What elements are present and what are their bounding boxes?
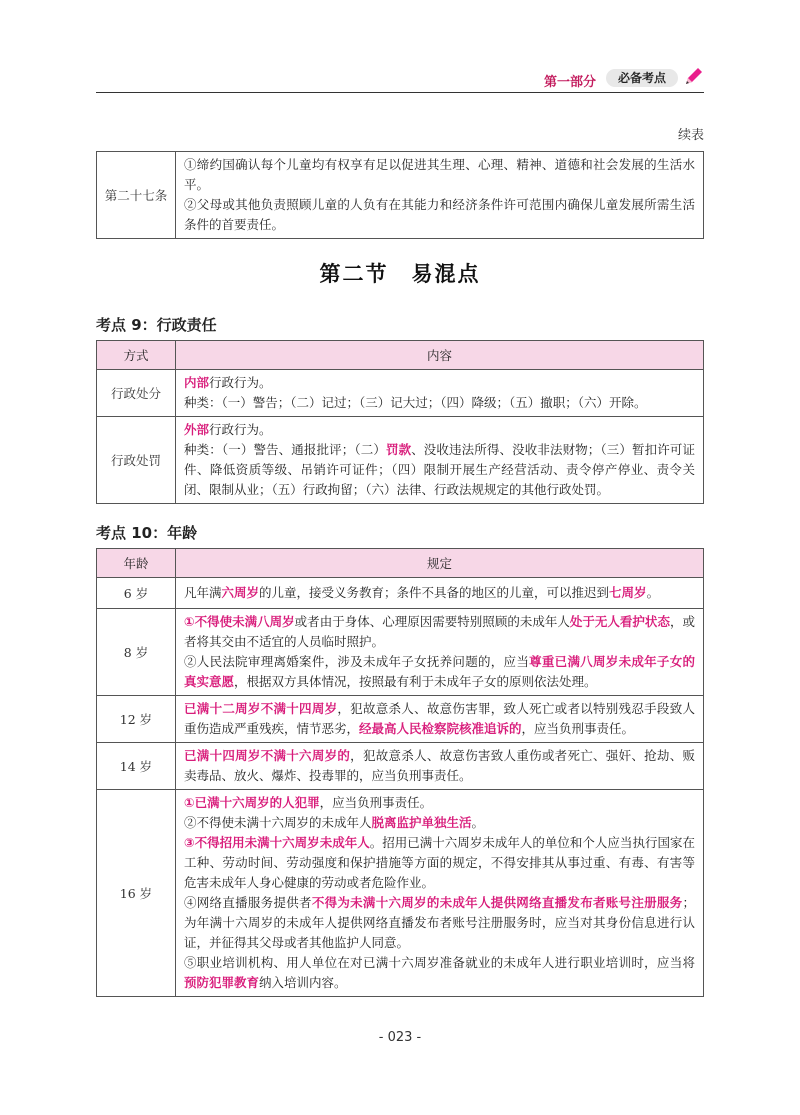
row-text: ，应当负刑事责任。 [319,795,433,810]
row-text: ②不得使未满十六周岁的未成年人 [184,815,372,830]
highlight-text: 六周岁 [221,585,260,600]
row-text: ，犯故意杀人、故意伤害罪，致人死亡或者以特别残忍手段致人重伤造成严重残疾，情节恶劣， [184,701,695,736]
kp10-title: 考点 10：年龄 [96,524,198,542]
row-content [176,743,704,790]
row-text: ②人民法院审理离婚案件，涉及未成年子女抚养问题的，应当 [184,654,530,669]
row-label: 8 岁 [97,609,176,696]
column-header: 规定 [176,549,704,578]
highlight-text: 经最高人民检察院核准追诉的 [359,721,522,736]
highlight-text: 内部 [184,375,210,390]
table-header-row [97,549,704,578]
section-title: 第二节 易混点 [319,261,481,286]
row-label: 行政处罚 [97,417,176,504]
row-text: ，或者将其交由不适宜的人员临时照护。 [184,614,695,649]
highlight-text: ③不得招用未满十六周岁未成年人 [184,835,370,850]
article-line-2: ②父母或其他负责照顾儿童的人负有在其能力和经济条件许可范围内确保儿童发展所需生活条件的首要责任。 [184,197,695,232]
row-text: 。招用已满十六周岁未成年人的单位和个人应当执行国家在工种、劳动时间、劳动强度和保护措施等方面的规定，不得安排其从事过重、有毒、有害等危害未成年人身心健康的劳动或者危险作业。 [184,835,695,890]
row-label: 行政处分 [97,370,176,417]
header-badge: 必备考点 [606,69,678,87]
row-text: ④网络直播服务提供者 [184,895,312,910]
row-text: 。 [471,815,485,830]
row-text: ⑤职业培训机构、用人单位在对已满十六周岁准备就业的未成年人进行职业培训时，应当将 [184,955,695,970]
row-text: 行政行为。 [209,375,272,390]
row-text: 。 [646,585,660,600]
row-text: 凡年满 [184,585,222,600]
row-text: 纳入培训内容。 [259,975,347,990]
highlight-text: 已满十四周岁不满十六周岁的 [184,748,351,763]
column-header: 方式 [97,341,176,370]
row-label: 16 岁 [97,790,176,997]
row-content [176,609,704,696]
row-text: 种类：（一）警告、通报批评；（二） [184,442,386,457]
highlight-text: 脱离监护单独生活 [371,815,472,830]
article-table [96,151,704,239]
table-row [97,578,704,609]
row-text: ，应当负刑事责任。 [521,721,635,736]
row-content [176,696,704,743]
row-content [176,370,704,417]
highlight-text: ①不得使未满八周岁 [184,614,295,629]
page-number: - 023 - [378,1030,422,1045]
highlight-text: 罚款 [385,442,412,457]
table-row [97,790,704,997]
highlight-text: 七周岁 [609,585,647,600]
article-label: 第二十七条 [97,152,176,239]
row-label: 14 岁 [97,743,176,790]
table-row [97,696,704,743]
row-text: 、没收违法所得、没收非法财物；（三）暂扣许可证件、降低资质等级、吊销许可证件；（四）限制开展生产经营活动、责令停产停业、责令关闭、限制从业；（五）行政拘留；（六）法律、行政法规规定的其他行政处罚。 [184,442,695,497]
table-row [97,370,704,417]
header-rule [96,92,704,93]
table-row [97,743,704,790]
highlight-text: 外部 [184,422,210,437]
header-part-label: 第一部分 [543,75,596,90]
row-label: 12 岁 [97,696,176,743]
row-text: 行政行为。 [209,422,272,437]
highlight-text: 尊重已满八周岁未成年子女的真实意愿 [184,654,695,689]
table-row [97,152,704,239]
page-header [96,64,704,92]
row-content [176,417,704,504]
highlight-text: 处于无人看护状态 [569,614,670,629]
kp9-table [96,340,704,504]
table-header-row [97,341,704,370]
continuation-label: 续表 [677,128,704,143]
table-row [97,417,704,504]
kp9-title: 考点 9：行政责任 [96,316,217,334]
column-header: 内容 [176,341,704,370]
row-text: ；为年满十六周岁的未成年人提供网络直播发布者账号注册服务时，应当对其身份信息进行认证，并征得其父母或者其他监护人同意。 [184,895,695,950]
article-line-1: ①缔约国确认每个儿童均有权享有足以促进其生理、心理、精神、道德和社会发展的生活水平。 [184,157,695,192]
row-text: 种类：（一）警告；（二）记过；（三）记大过；（四）降级；（五）撤职；（六）开除。 [184,395,647,410]
row-content [176,578,704,609]
article-content [176,152,704,239]
row-text: 或者由于身体、心理原因需要特别照顾的未成年人 [294,614,570,629]
row-text: ，根据双方具体情况，按照最有利于未成年子女的原则依法处理。 [234,674,597,689]
highlight-text: 已满十二周岁不满十四周岁 [184,701,338,716]
row-label: 6 岁 [97,578,176,609]
highlight-text: 预防犯罪教育 [184,975,260,990]
row-content [176,790,704,997]
highlight-text: 不得为未满十六周岁的未成年人提供网络直播发布者账号注册服务 [311,895,683,910]
row-text: ，犯故意杀人、故意伤害致人重伤或者死亡、强奸、抢劫、贩卖毒品、放火、爆炸、投毒罪的，应当负刑事责任。 [184,748,695,783]
kp10-table [96,548,704,997]
pencil-icon [682,66,704,88]
table-row [97,609,704,696]
column-header: 年龄 [97,549,176,578]
row-text: 的儿童，接受义务教育；条件不具备的地区的儿童，可以推迟到 [259,585,610,600]
highlight-text: ①已满十六周岁的人犯罪 [184,795,320,810]
